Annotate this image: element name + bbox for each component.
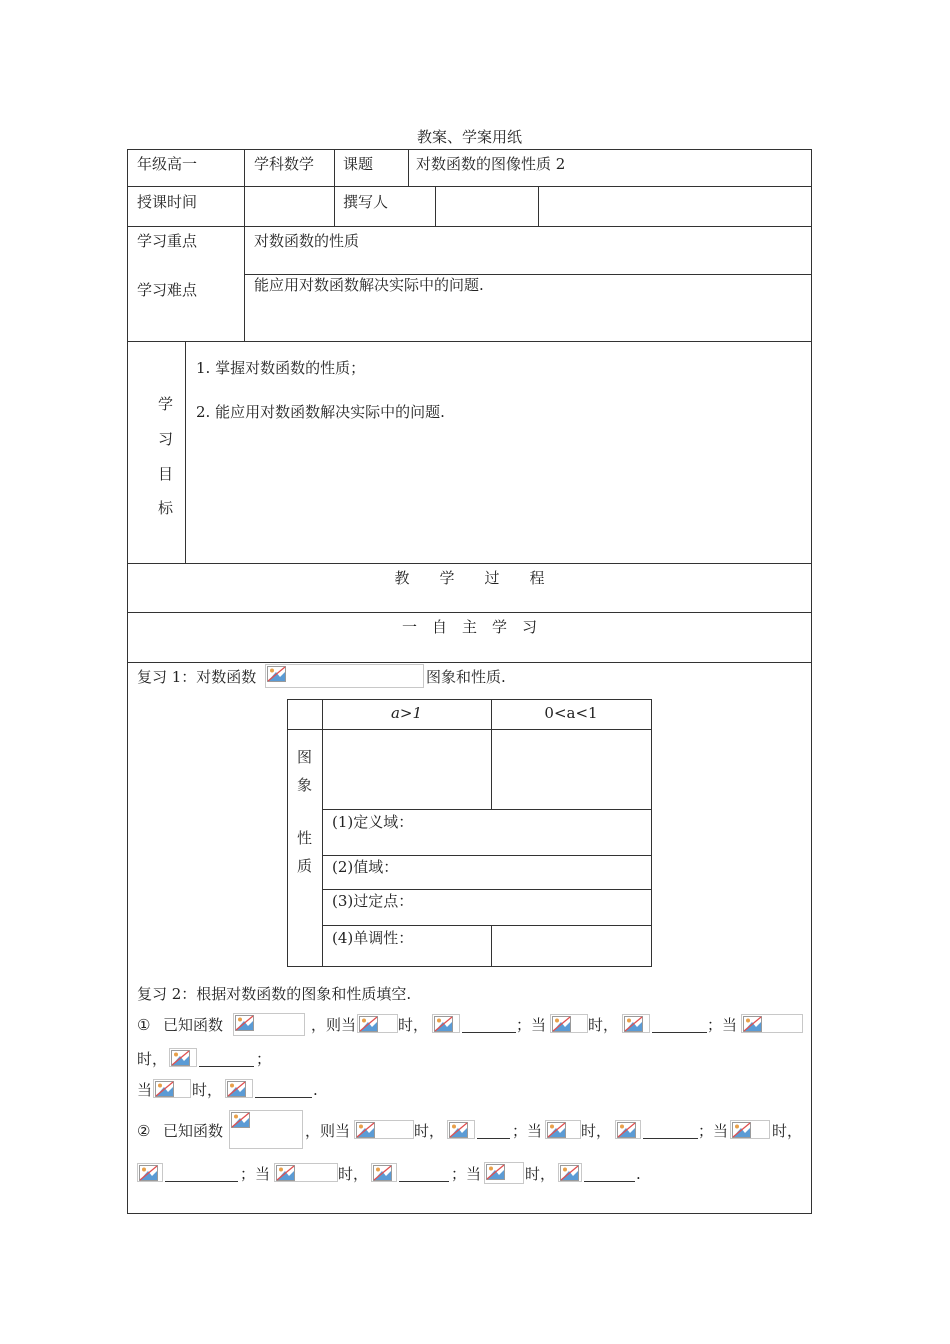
formula-image-icon [615, 1120, 641, 1139]
time-label: 授课时间 [137, 193, 198, 211]
review1-prefix: 复习 1：对数函数 [137, 668, 257, 686]
graph-label-char: 图 [297, 748, 313, 766]
formula-image-icon [274, 1163, 338, 1182]
prop-domain: (1)定义域： [332, 813, 414, 831]
formula-image-icon [357, 1014, 398, 1033]
q1-text: 时， [398, 1016, 429, 1034]
q1-text: ，则当 [311, 1016, 357, 1034]
prop-monotonicity: (4)单调性： [332, 929, 414, 947]
q2-text: 时， [338, 1165, 369, 1183]
prop-label-char: 质 [297, 857, 313, 875]
q1-text: 时， [192, 1081, 223, 1099]
q2-text: 时， [772, 1122, 803, 1140]
q1-text: 已知函数 [163, 1016, 224, 1034]
goals-label-char: 习 [158, 430, 174, 448]
review2-title: 复习 2：根据对数函数的图象和性质填空. [137, 985, 412, 1003]
formula-image-icon [233, 1013, 305, 1036]
formula-image-icon [432, 1014, 460, 1033]
q2-text: 已知函数 [163, 1122, 224, 1140]
goals-label-char: 学 [158, 395, 174, 413]
prop-fixed-point: (3)过定点： [332, 892, 414, 910]
q2-text: ，则当 [305, 1122, 351, 1140]
review1-suffix: 图象和性质. [426, 668, 506, 686]
formula-image-icon [730, 1120, 770, 1139]
page-title: 教案、学案用纸 [416, 128, 522, 146]
q1-text: 时， [588, 1016, 619, 1034]
difficulties-label: 学习难点 [137, 281, 198, 299]
q2-text: 时， [525, 1165, 556, 1183]
formula-image-icon [137, 1163, 163, 1182]
graph-label-char: 象 [297, 776, 313, 794]
formula-image-icon [447, 1120, 475, 1139]
col-a-gt-1: a>1 [390, 704, 423, 722]
formula-image-icon [741, 1014, 803, 1033]
formula-image-icon [225, 1079, 253, 1098]
topic-value: 对数函数的图像性质 2 [416, 155, 566, 173]
q2-text: ；当 [698, 1122, 729, 1140]
goal-item: 2. 能应用对数函数解决实际中的问题. [196, 403, 445, 421]
q1-number: ① [137, 1016, 151, 1034]
formula-image-icon [153, 1079, 191, 1098]
q2-text: ；当 [451, 1165, 482, 1183]
key-points-label: 学习重点 [137, 232, 198, 250]
formula-image-icon [558, 1163, 582, 1182]
author-label: 撰写人 [343, 193, 389, 211]
q2-number: ② [137, 1122, 151, 1140]
q1-text: ； [256, 1050, 272, 1068]
q1-text: ；当 [516, 1016, 547, 1034]
goals-label-char: 目 [158, 465, 174, 483]
prop-range: (2)值域： [332, 858, 399, 876]
formula-image-icon [354, 1120, 414, 1139]
grade-cell: 年级高一 [137, 155, 198, 173]
q1-text: 当 [137, 1081, 153, 1099]
q2-text: ；当 [512, 1122, 543, 1140]
formula-image-icon [169, 1048, 197, 1067]
formula-image-icon [371, 1163, 397, 1182]
difficulties-value: 能应用对数函数解决实际中的问题. [254, 276, 484, 294]
formula-image-icon [484, 1162, 524, 1184]
topic-label: 课题 [343, 155, 374, 173]
formula-image-icon [622, 1014, 650, 1033]
formula-image-icon [265, 664, 424, 688]
goals-label-char: 标 [158, 499, 174, 517]
q2-text: . [636, 1165, 641, 1183]
q1-text: . [313, 1081, 318, 1099]
process-title: 教 学 过 程 [394, 569, 545, 587]
formula-image-icon [550, 1014, 588, 1033]
q2-text: ；当 [240, 1165, 271, 1183]
section-title: 一 自 主 学 习 [401, 618, 537, 636]
subject-cell: 学科数学 [254, 155, 315, 173]
q2-text: 时， [414, 1122, 445, 1140]
goal-item: 1. 掌握对数函数的性质； [196, 359, 366, 377]
table-border [127, 149, 812, 150]
col-a-lt-1: 0<a<1 [544, 704, 598, 722]
formula-image-icon [229, 1110, 303, 1149]
q1-text: 时， [137, 1050, 168, 1068]
q1-text: ；当 [707, 1016, 738, 1034]
prop-label-char: 性 [297, 829, 313, 847]
key-points-value: 对数函数的性质 [254, 232, 360, 250]
q2-text: 时， [581, 1122, 612, 1140]
formula-image-icon [545, 1120, 581, 1139]
